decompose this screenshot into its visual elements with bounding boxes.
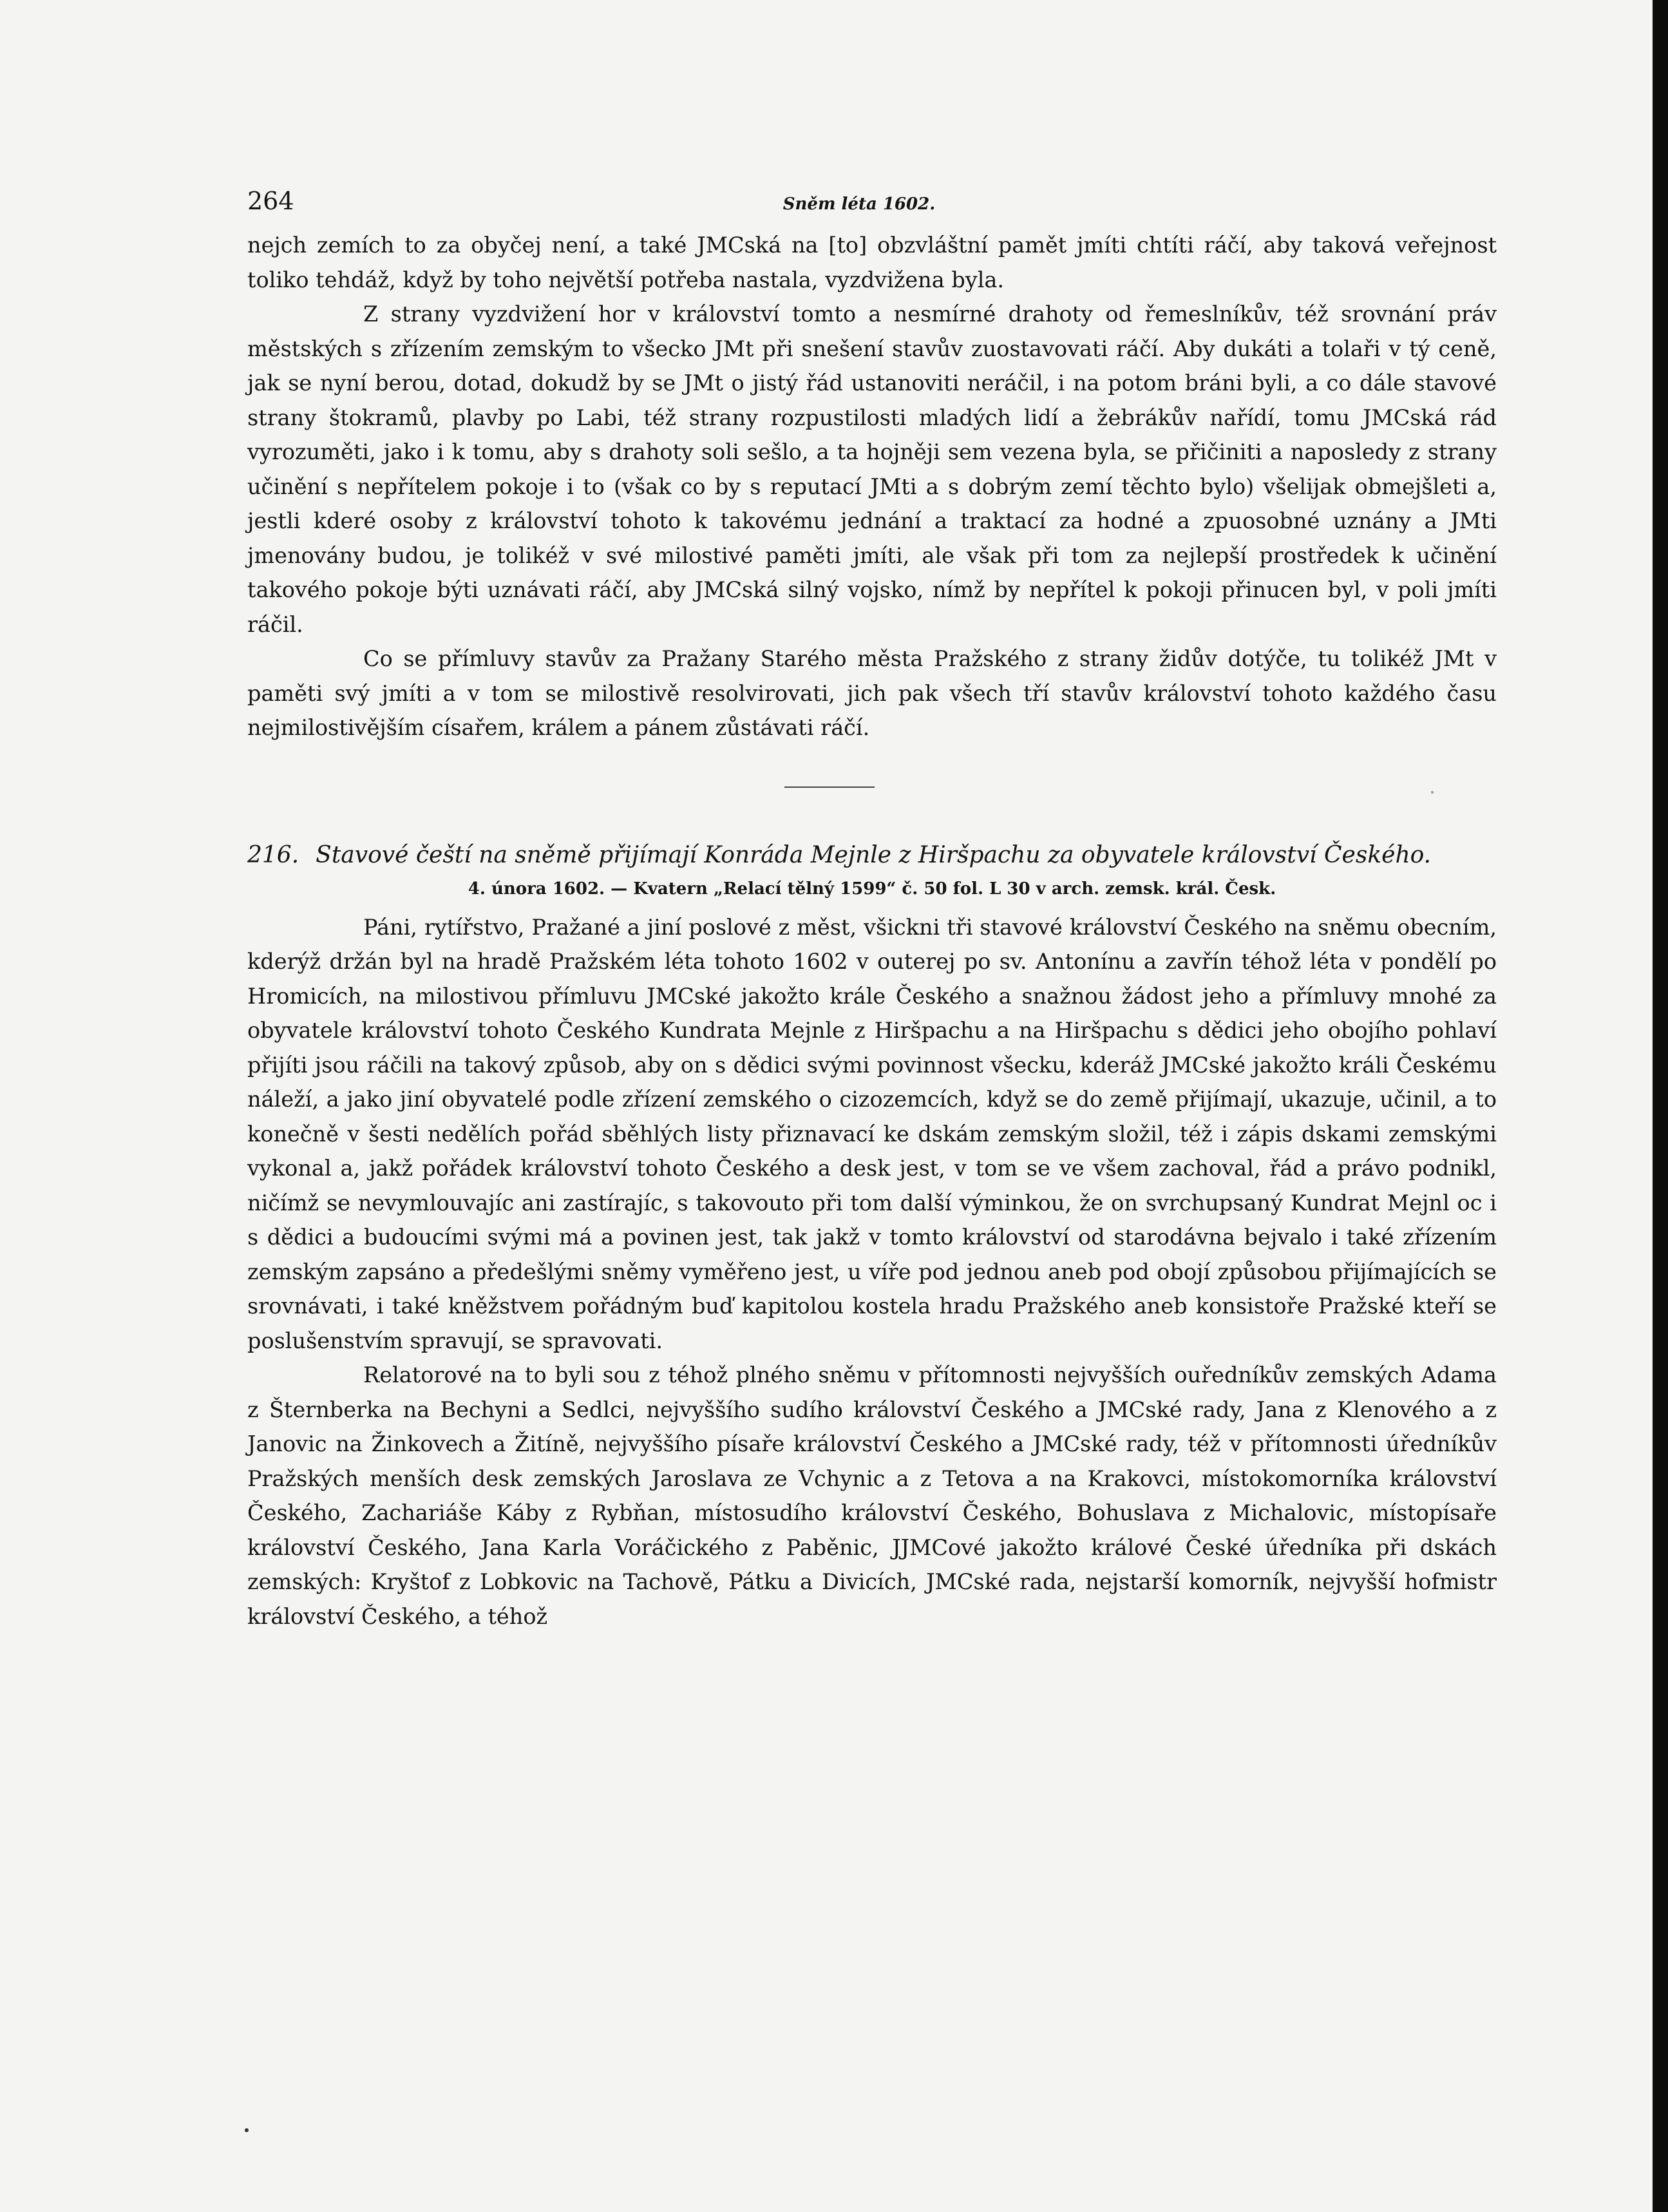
- scan-speck: [245, 2128, 249, 2132]
- page-header: [247, 187, 1497, 228]
- document-title: Stavové čeští na sněmě přijímají Konráda Mejnle z Hiršpachu za obyvatele království Českého.: [316, 841, 1432, 868]
- scan-speck: [1431, 791, 1434, 794]
- section-divider: [784, 787, 875, 788]
- page-number: 264: [247, 187, 294, 215]
- document-number: 216.: [247, 841, 299, 868]
- document-paragraph-admission: Páni, rytířstvo, Pražané a jiní poslové z měst, všickni tři stavové království Českého na sněmu obecním, kderýž držán byl na hradě Pražském léta tohoto 1602 v outerej po sv. Antonínu a zavřín téhož léta v pondělí po Hromicích, na milostivou přímluvu JMCské jakožto krále Českého a snažnou žádost jeho a přímluvy mnohé za obyvatele království tohoto Českého Kundrata Mejnle z Hiršpachu a na Hiršpachu s dědici jeho obojího pohlaví přijíti jsou ráčili na takový způsob, aby on s dědici svými povinnost všecku, kderáž JMCské jakožto králi Českému náleží, a jako jiní obyvatelé podle zřízení zemského o cizozemcích, když se do země přijímají, ukazuje, učinil, a to konečně v šesti nedělích pořád sběhlých listy přiznavací ke dskám zemským složil, též i zápis dskami zemskými vykonal a, jakž pořádek království tohoto Českého a desk jest, v tom se ve všem zachoval, řád a právo podnikl, ničímž se nevymlouvajíc ani zastírajíc, s takovouto při tom další výminkou, že on svrchupsaný Kundrat Mejnl oc i s dědici a budoucími svými má a povinen jest, tak jakž v tomto království od starodávna bejvalo i také zřízením zemským zapsáno a předešlými sněmy vyměřeno jest, u víře pod jednou aneb pod obojí způsobou přijímajících se srovnávati, i také kněžstvem pořádným buď kapitolou kostela hradu Pražského aneb konsistoře Pražské kteří se poslušenstvím spravují, se spravovati.: [247, 914, 1497, 1353]
- document-heading: [247, 839, 1497, 872]
- document-source-citation: 4. února 1602. — Kvatern „Relací tělný 1599“ č. 50 fol. L 30 v arch. zemsk. král. Česk.: [468, 879, 1276, 899]
- page: [247, 187, 1497, 1634]
- paragraph-continuation: nejch zemích to za obyčej není, a také JMCská na [to] obzvláštní pamět jmíti chtíti ráčí, aby taková veřejnost toliko tehdáž, když by toho největší potřeba nastala, vyzdvižena byla.: [247, 233, 1497, 292]
- document-paragraph-relators: Relatorové na to byli sou z téhož plného sněmu v přítomnosti nejvyšších ouředníkův zemských Adama z Šternberka na Bechyni a Sedlci, nejvyššího sudího království Českého a JMCské rady, Jana z Klenového a z Janovic na Žinkovech a Žitíně, nejvyššího písaře království Českého a JMCské rady, též v přítomnosti úředníkův Pražských menších desk zemských Jaroslava ze Vchynic a z Tetova a na Krakovci, místokomorníka království Českého, Zachariáše Káby z Rybňan, místosudího království Českého, Bohuslava z Michalovic, místopísaře království Českého, Jana Karla Voráčického z Paběnic, JJMCové jakožto králové České úředníka při dskách zemských: Kryštof z Lobkovic na Tachově, Pátku a Divicích, JMCské rada, nejstarší komorník, nejvyšší hofmistr království Českého, a téhož: [247, 1362, 1497, 1629]
- paragraph-prague-jews: Co se přímluvy stavův za Pražany Starého města Pražského z strany židův dotýče, tu tolikéž JMt v paměti svý jmíti a v tom se milostivě resolvirovati, jich pak všech tří stavův království tohoto každého času nejmilostivějším císařem, králem a pánem zůstávati ráčí.: [247, 646, 1497, 740]
- running-title: Sněm léta 1602.: [782, 195, 936, 214]
- paragraph-mining-prices: Z strany vyzdvižení hor v království tomto a nesmírné drahoty od řemeslníkův, též srovnání práv městských s zřízením zemským to všecko JMt při snešení stavův zuostavovati ráčí. Aby dukáti a tolaři v tý ceně, jak se nyní berou, dotad, dokudž by se JMt o jistý řád ustanoviti neráčil, i na potom bráni byli, a co dále stavové strany štokramů, plavby po Labi, též strany rozpustilosti mladých lidí a žebrákův nařídí, tomu JMCská rád vyrozuměti, jako i k tomu, aby s drahoty soli sešlo, a ta hojněji sem vezena byla, se přičiniti a naposledy z strany učinění s nepřítelem pokoje i to (však co by s reputací JMti a s dobrým zemí těchto bylo) všelijak obmejšleti a, jestli kderé osoby z království tohoto k takovému jednání a traktací za hodné a zpuosobné uznány a JMti jmenovány budou, je tolikéž v své milostivé paměti jmíti, ale však při tom za nejlepší prostředek k učinění takového pokoje býti uznávati ráčí, aby JMCská silný vojsko, nímž by nepřítel k pokoji přinucen byl, v poli jmíti ráčil.: [247, 301, 1497, 637]
- scan-edge: [1653, 0, 1668, 2212]
